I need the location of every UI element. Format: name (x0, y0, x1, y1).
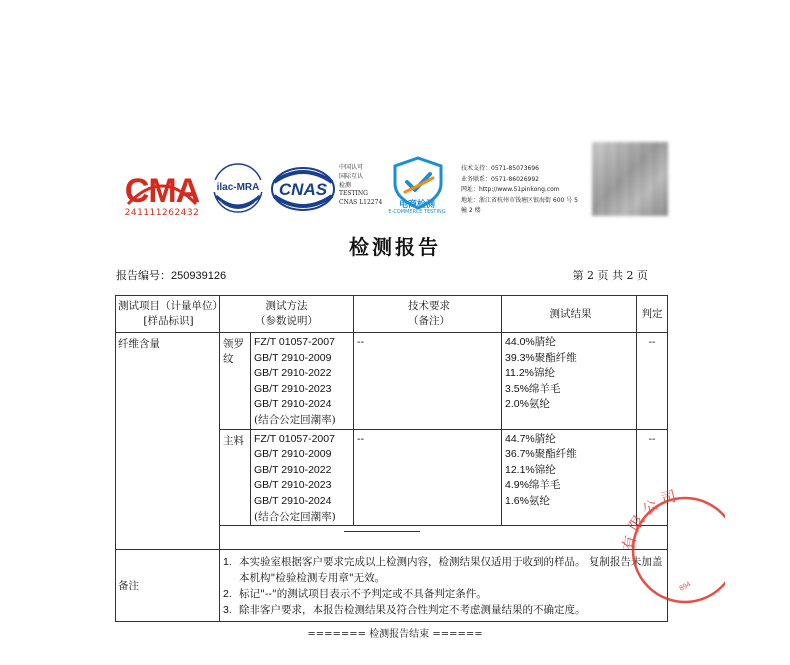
contact-line: 幢 2 楼 (461, 207, 481, 214)
sample-cell: 主料 (220, 429, 251, 526)
cnas-line: CNAS L12274 (339, 199, 383, 207)
method-line: GB/T 2910-2024 (254, 494, 332, 507)
seal-number: 894 (678, 580, 693, 593)
method-line: GB/T 2910-2022 (254, 367, 332, 380)
report-number-value: 250939126 (171, 270, 227, 282)
ecommerce-testing-subtitle: E-COMMERCE TESTING (388, 209, 446, 215)
notes-label: 备注 (116, 550, 220, 622)
method-cell (251, 429, 354, 526)
note-text: 本实验室根据客户要求完成以上检测内容，检测结果仅适用于收到的样品。 复制报告未加盖 (239, 556, 663, 569)
report-number (116, 267, 226, 283)
method-line: GB/T 2910-2009 (254, 351, 332, 364)
report-title: 检测报告 (349, 235, 441, 259)
requirement-cell: -- (354, 429, 502, 526)
notes-cell (220, 550, 668, 622)
result-line: 3.5%绵羊毛 (505, 382, 561, 395)
method-line: GB/T 2910-2022 (254, 463, 332, 476)
report-number-label: 报告编号： (116, 269, 171, 282)
table-row (116, 333, 668, 430)
seal-text: 有限公司 (619, 488, 683, 552)
requirement-cell: -- (354, 333, 502, 430)
note-number: 1. (223, 556, 232, 569)
spacer-cell (220, 526, 668, 550)
ilac-mra-text: ilac-MRA (216, 182, 260, 193)
note-text: 除非客户要求，本报告检测结果及符合性判定不考虑测量结果的不确定度。 (239, 604, 586, 617)
method-line: FZ/T 01057-2007 (254, 336, 335, 348)
table-header-row (116, 296, 668, 333)
cnas-accreditation-lines (339, 164, 382, 208)
method-line: (结合公定回潮率) (254, 413, 336, 426)
header-method (220, 296, 354, 333)
note-number (223, 570, 239, 586)
note-number: 2. (223, 588, 232, 601)
note-line (223, 586, 663, 602)
results-table (115, 295, 668, 622)
report-end-marker: ======= 检测报告结束 ====== (307, 629, 483, 640)
result-line: 4.9%绵羊毛 (505, 479, 561, 492)
cnas-logo (270, 166, 336, 212)
cnas-line: 中国认可 (339, 164, 364, 171)
cnas-line: 检测 (339, 181, 352, 189)
ecommerce-testing-title: 电商检测 (398, 200, 435, 210)
note-number: 3. (223, 604, 232, 617)
result-line: 44.0%腈纶 (505, 336, 556, 348)
cma-number: 241111262432 (124, 208, 200, 218)
spacer-line (344, 531, 420, 532)
result-cell (502, 333, 637, 430)
note-text: 本机构"检验检测专用章"无效。 (239, 572, 386, 585)
method-line: FZ/T 01057-2007 (254, 432, 335, 445)
verdict-cell: -- (637, 333, 668, 430)
header-req-line1: 技术要求 (408, 300, 450, 312)
notes-row (116, 550, 668, 622)
note-line (223, 602, 663, 618)
header-method-line1: 测试方法 (265, 300, 308, 312)
method-cell (251, 333, 354, 430)
result-line: 2.0%氨纶 (505, 398, 550, 411)
page-info: 第 2 页 共 2 页 (572, 269, 648, 282)
blurred-qr-code (592, 142, 668, 216)
item-name-cell: 纤维含量 (116, 333, 220, 550)
contact-line: 地址：浙江省杭州市钱塘区银海街 600 号 5 (461, 196, 578, 204)
note-line (223, 570, 663, 586)
sample-cell: 领罗纹 (220, 333, 251, 430)
svg-text:有限公司 (619, 488, 682, 552)
contact-line: 业务联系：0571-86026992 (461, 175, 539, 183)
contact-line: 网址：http://www.51pinkong.com (461, 186, 560, 193)
method-line: (结合公定回潮率) (254, 510, 336, 523)
method-line: GB/T 2910-2023 (254, 382, 332, 395)
header-method-line2: （参数说明） (255, 315, 318, 327)
result-line: 44.7%腈纶 (505, 432, 556, 445)
note-text: 标记"--"的测试项目表示不予判定或不具备判定条件。 (239, 588, 487, 601)
company-seal-stamp (605, 488, 725, 608)
header-item (116, 296, 223, 333)
note-line (223, 554, 663, 570)
method-line: GB/T 2910-2024 (254, 398, 332, 411)
verdict-cell: -- (637, 429, 668, 526)
result-line: 11.2%锦纶 (505, 367, 555, 380)
contact-info (461, 164, 578, 217)
method-line: GB/T 2910-2023 (254, 479, 332, 492)
header-verdict: 判定 (637, 296, 668, 333)
result-line: 39.3%聚酯纤维 (505, 351, 577, 364)
header-result: 测试结果 (502, 296, 637, 333)
method-line: GB/T 2910-2009 (254, 448, 332, 461)
method-lines (254, 430, 353, 526)
header-requirement (354, 296, 502, 333)
method-lines (254, 333, 353, 429)
cnas-line: TESTING (339, 190, 368, 198)
cnas-line: 国际互认 (339, 172, 364, 180)
header-item-line2: [样品标识] (143, 315, 194, 327)
ilac-mra-logo (210, 160, 266, 220)
result-lines (505, 333, 636, 413)
cma-logo-text: CMA (124, 172, 200, 210)
contact-line: 技术支持：0571-85073696 (461, 165, 539, 172)
header-item-line1: 测试项目（计量单位） (118, 300, 223, 312)
header-req-line2: （备注） (408, 315, 450, 327)
result-line: 36.7%聚酯纤维 (505, 448, 577, 461)
result-line: 12.1%锦纶 (505, 463, 556, 476)
cnas-text: CNAS (278, 180, 328, 199)
result-line: 1.6%氨纶 (505, 494, 550, 507)
